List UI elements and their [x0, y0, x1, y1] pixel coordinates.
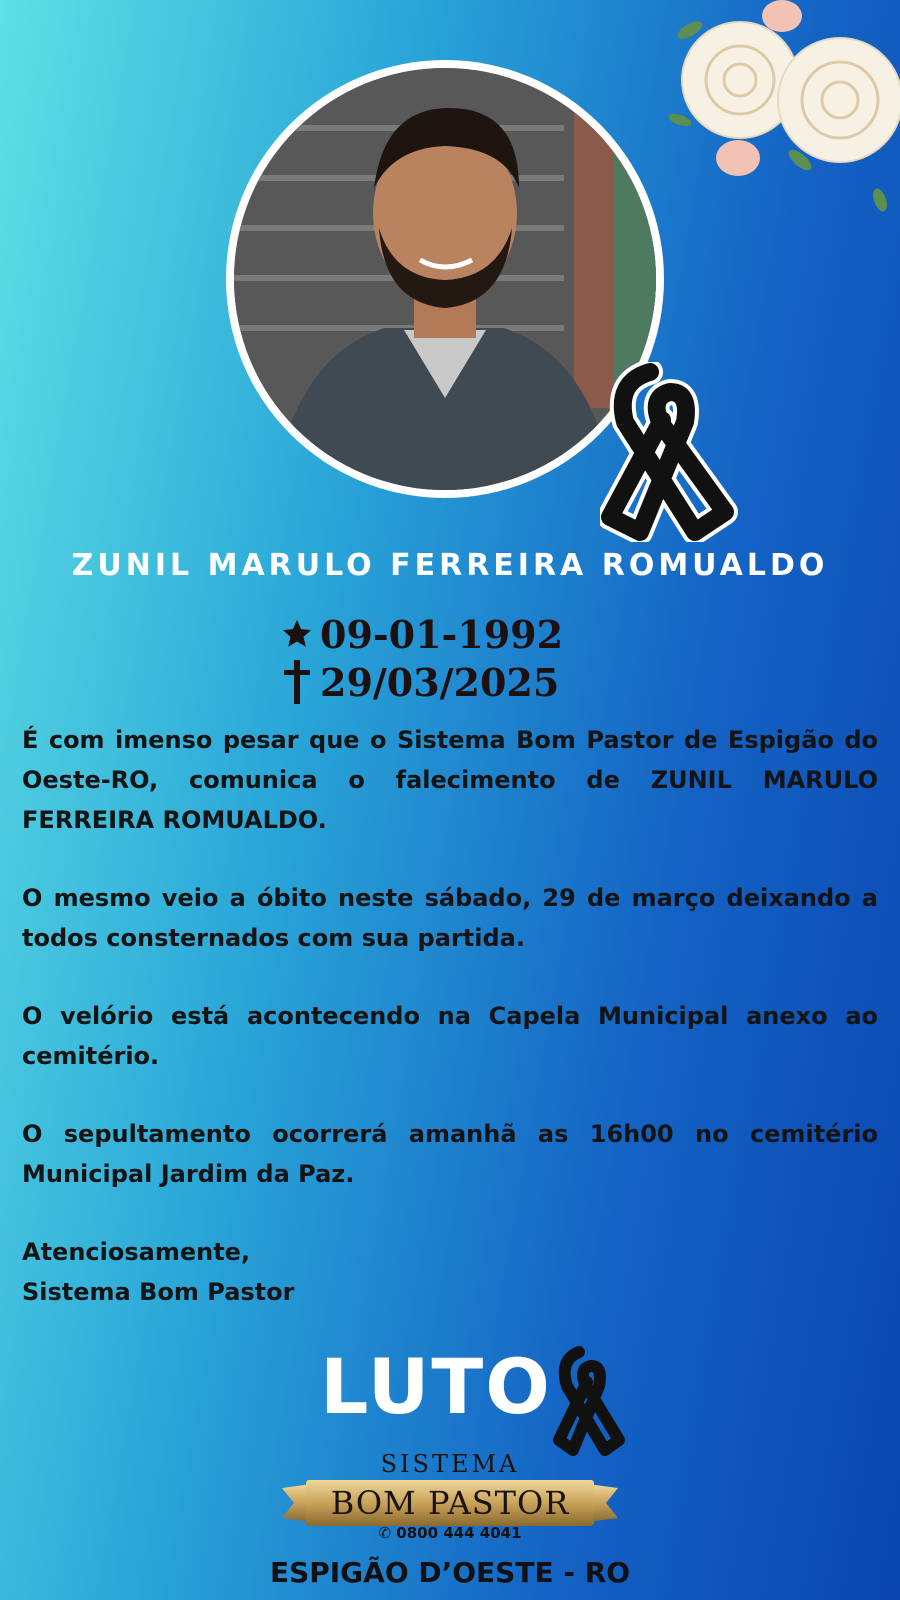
announcement-text	[22, 720, 878, 1312]
birth-date-row	[280, 610, 563, 658]
star-icon	[280, 614, 314, 654]
closing-signature: Sistema Bom Pastor	[22, 1278, 295, 1306]
death-date: 29/03/2025	[320, 659, 560, 705]
closing-greeting: Atenciosamente,	[22, 1238, 251, 1266]
mourning-ribbon-icon	[553, 1346, 625, 1456]
logo-name-text: BOM PASTOR	[330, 1484, 570, 1522]
cross-icon	[280, 662, 314, 702]
phone-number	[0, 1524, 900, 1542]
mourning-ribbon-icon	[600, 362, 740, 542]
deceased-name: ZUNIL MARULO FERREIRA ROMUALDO	[71, 548, 829, 583]
bom-pastor-logo	[282, 1480, 618, 1526]
phone-number-text: 0800 444 4041	[396, 1524, 522, 1542]
footer-location: ESPIGÃO D’OESTE - RO	[269, 1556, 631, 1589]
person-silhouette	[234, 68, 656, 490]
portrait-photo-frame	[226, 60, 664, 498]
dates-block	[280, 610, 563, 706]
logo-sistema-text: SISTEMA	[380, 1450, 520, 1478]
phone-icon: ✆	[378, 1524, 392, 1542]
death-date-row	[280, 658, 563, 706]
birth-date: 09-01-1992	[320, 611, 564, 657]
announcement-paragraph-2: O mesmo veio a óbito neste sábado, 29 de março deixando a todos consternados com sua partida.	[22, 884, 878, 952]
announcement-paragraph-3: O velório está acontecendo na Capela Municipal anexo ao cemitério.	[22, 1002, 878, 1070]
portrait-photo	[234, 68, 656, 490]
announcement-paragraph-4: O sepultamento ocorrerá amanhã as 16h00 no cemitério Municipal Jardim da Paz.	[22, 1120, 878, 1188]
announcement-paragraph-1: É com imenso pesar que o Sistema Bom Pastor de Espigão do Oeste-RO, comunica o falecimento de ZUNIL MARULO FERREIRA ROMUALDO.	[22, 726, 878, 834]
roses-decoration	[650, 0, 900, 240]
luto-label: LUTO	[320, 1342, 552, 1431]
